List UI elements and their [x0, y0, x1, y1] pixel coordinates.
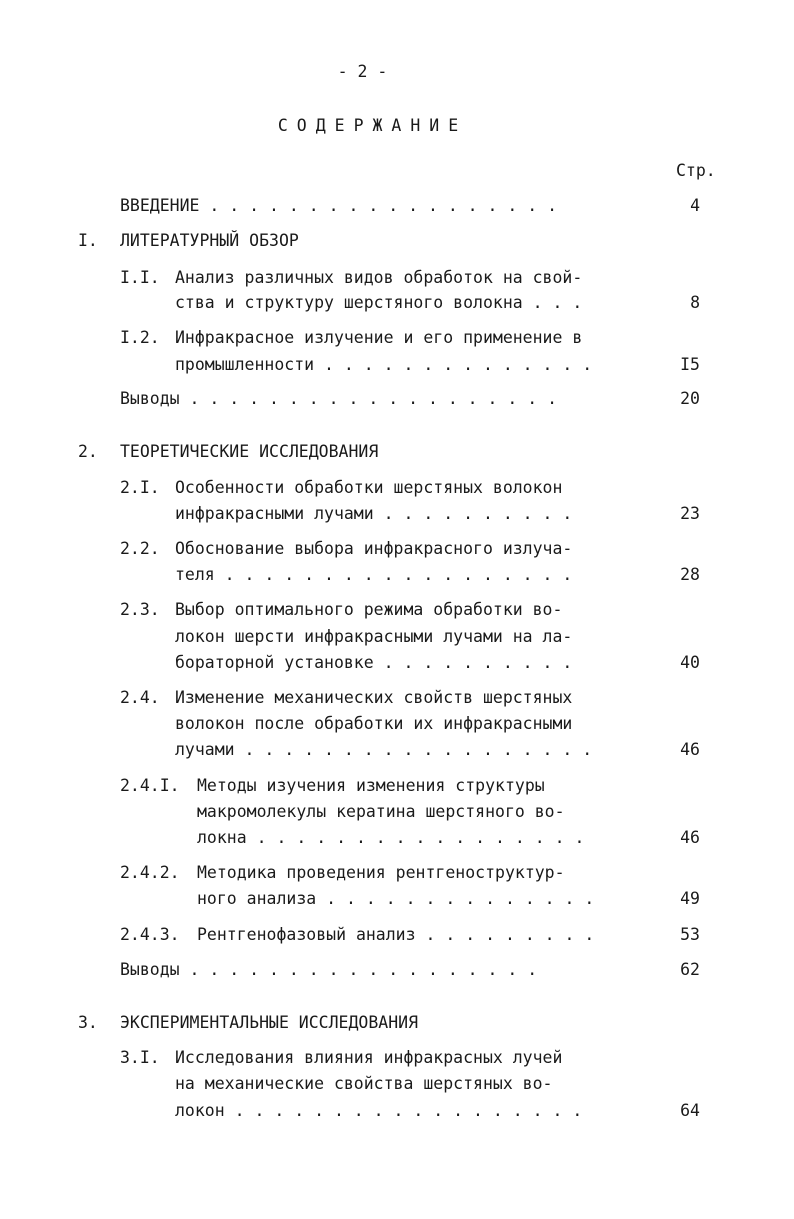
toc-entry-text: Методы изучения изменения структуры: [197, 776, 545, 795]
toc-entry-text: ства и структуру шерстяного волокна . . .: [175, 293, 583, 312]
toc-section-heading: ТЕОРЕТИЧЕСКИЕ ИССЛЕДОВАНИЯ: [120, 442, 379, 461]
toc-entry-text: Выбор оптимального режима обработки во-: [175, 600, 563, 619]
toc-entry-text: Методика проведения рентгеноструктур-: [197, 863, 565, 882]
toc-entry-text: волокон после обработки их инфракрасными: [175, 714, 573, 733]
toc-entry-text: на механические свойства шерстяных во-: [175, 1074, 553, 1093]
toc-section-number: 3.: [78, 1013, 98, 1032]
toc-entry-text: Исследования влияния инфракрасных лучей: [175, 1048, 563, 1067]
page-number: - 2 -: [337, 62, 388, 81]
toc-page-number: 53: [680, 925, 700, 944]
toc-page-number: 28: [680, 565, 700, 584]
toc-entry-number: 3.I.: [120, 1048, 160, 1067]
toc-page-number: I5: [680, 355, 700, 374]
toc-page-number: 23: [680, 504, 700, 523]
toc-page-number: 46: [680, 740, 700, 759]
toc-entry-text: ного анализа . . . . . . . . . . . . . .: [197, 889, 595, 908]
toc-page-number: 20: [680, 389, 700, 408]
toc-entry-number: 2.I.: [120, 478, 160, 497]
toc-entry-text: Рентгенофазовый анализ . . . . . . . . .: [197, 925, 595, 944]
toc-entry-number: 2.4.2.: [120, 863, 180, 882]
toc-entry-text: бораторной установке . . . . . . . . . .: [175, 653, 573, 672]
toc-entry-text: Выводы . . . . . . . . . . . . . . . . . . .: [120, 389, 558, 408]
toc-page-number: 62: [680, 960, 700, 979]
toc-entry-number: 2.2.: [120, 539, 160, 558]
toc-entry-text: Изменение механических свойств шерстяных: [175, 688, 573, 707]
toc-page-number: 49: [680, 889, 700, 908]
toc-entry-number: I.2.: [120, 328, 160, 347]
toc-section-heading: ЭКСПЕРИМЕНТАЛЬНЫЕ ИССЛЕДОВАНИЯ: [120, 1013, 419, 1032]
toc-section-number: 2.: [78, 442, 98, 461]
toc-entry-text: Выводы . . . . . . . . . . . . . . . . . .: [120, 960, 538, 979]
toc-entry-text: локон . . . . . . . . . . . . . . . . . .: [175, 1101, 583, 1120]
toc-entry-text: инфракрасными лучами . . . . . . . . . .: [175, 504, 573, 523]
contents-title: СОДЕРЖАНИЕ: [277, 116, 468, 135]
toc-entry-number: 2.3.: [120, 600, 160, 619]
toc-page-number: 64: [680, 1101, 700, 1120]
toc-entry-number: 2.4.I.: [120, 776, 180, 795]
toc-entry-text: лучами . . . . . . . . . . . . . . . . . .: [175, 740, 593, 759]
toc-entry-number: 2.4.3.: [120, 925, 180, 944]
toc-page-number: 40: [680, 653, 700, 672]
toc-entry-text: локон шерсти инфракрасными лучами на ла-: [175, 627, 573, 646]
toc-page-number: 8: [690, 293, 700, 312]
toc-section-heading: ЛИТЕРАТУРНЫЙ ОБЗОР: [120, 231, 299, 250]
toc-entry-number: I.I.: [120, 268, 160, 287]
toc-entry-text: Анализ различных видов обработок на свой-: [175, 268, 583, 287]
toc-entry-text: ВВЕДЕНИЕ . . . . . . . . . . . . . . . . . .: [120, 196, 558, 215]
toc-entry-text: Особенности обработки шерстяных волокон: [175, 478, 563, 497]
toc-section-number: I.: [78, 231, 98, 250]
toc-entry-text: Обоснование выбора инфракрасного излуча-: [175, 539, 573, 558]
toc-entry-text: теля . . . . . . . . . . . . . . . . . .: [175, 565, 573, 584]
page-column-label: Стр.: [676, 161, 716, 180]
toc-page-number: 46: [680, 828, 700, 847]
toc-entry-text: промышленности . . . . . . . . . . . . . .: [175, 355, 593, 374]
toc-entry-text: макромолекулы кератина шерстяного во-: [197, 802, 565, 821]
toc-entry-text: Инфракрасное излучение и его применение в: [175, 328, 583, 347]
toc-page-number: 4: [690, 196, 700, 215]
toc-entry-text: локна . . . . . . . . . . . . . . . . .: [197, 828, 585, 847]
toc-entry-number: 2.4.: [120, 688, 160, 707]
